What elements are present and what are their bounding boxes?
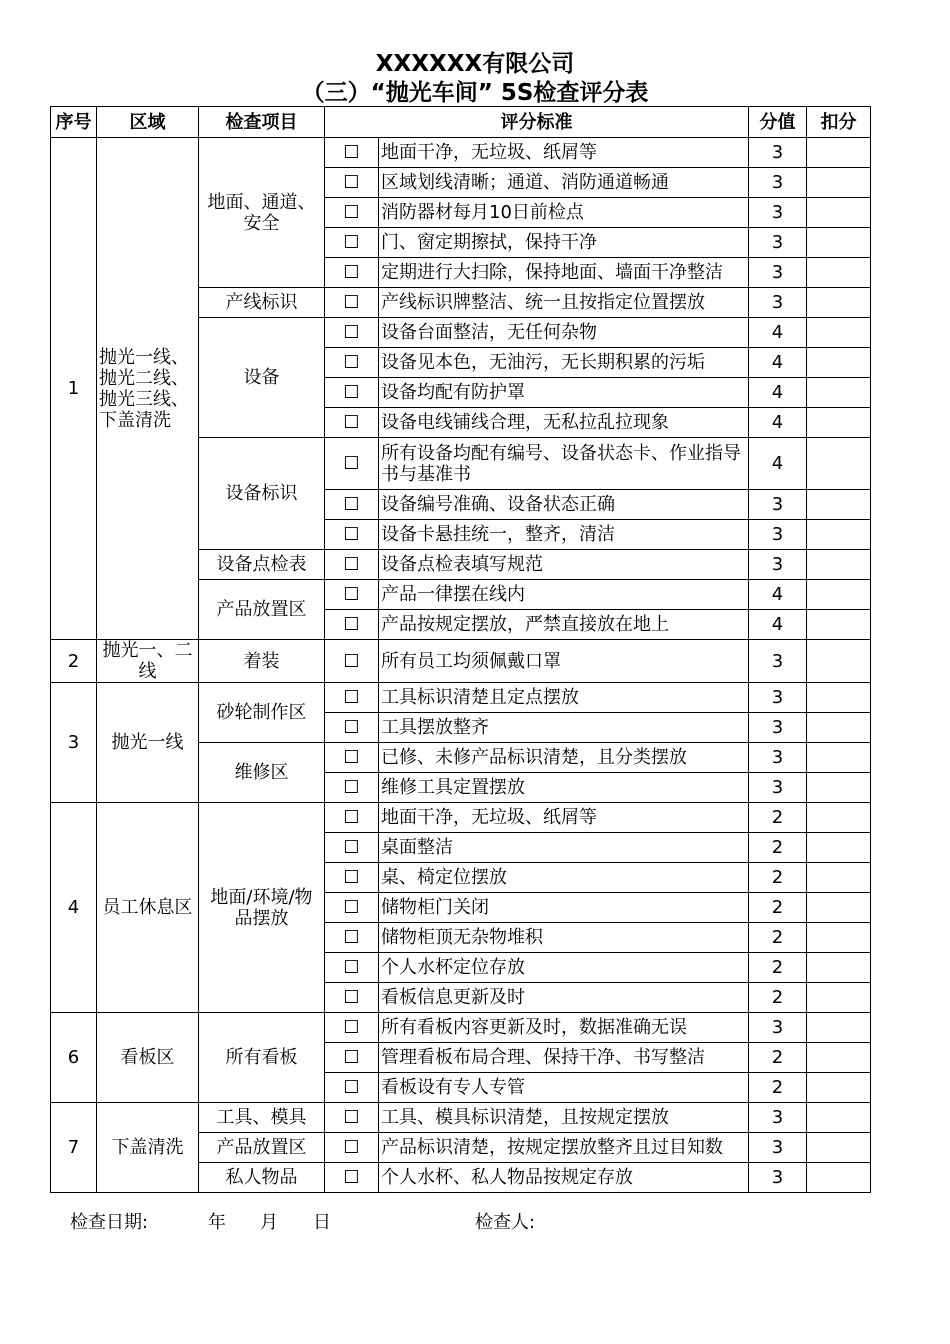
row-check-item: 所有看板 xyxy=(199,1013,325,1103)
row-deduct-input[interactable] xyxy=(807,580,871,610)
row-area: 抛光一、二线 xyxy=(97,640,199,683)
header-row xyxy=(51,107,871,138)
header-score: 分值 xyxy=(749,107,807,138)
row-standard: 储物柜顶无杂物堆积 xyxy=(379,923,749,953)
checkbox-icon[interactable]: ☐ xyxy=(325,833,379,863)
row-deduct-input[interactable] xyxy=(807,1133,871,1163)
row-deduct-input[interactable] xyxy=(807,258,871,288)
header-area: 区域 xyxy=(97,107,199,138)
row-standard: 消防器材每月10日前检点 xyxy=(379,198,749,228)
row-score: 2 xyxy=(749,893,807,923)
row-standard: 区域划线清晰；通道、消防通道畅通 xyxy=(379,168,749,198)
checkbox-icon[interactable]: ☐ xyxy=(325,773,379,803)
row-score: 3 xyxy=(749,1013,807,1043)
row-standard: 工具摆放整齐 xyxy=(379,713,749,743)
table-row xyxy=(51,1013,871,1043)
row-score: 4 xyxy=(749,580,807,610)
row-standard: 地面干净，无垃圾、纸屑等 xyxy=(379,138,749,168)
row-score: 3 xyxy=(749,168,807,198)
row-area: 看板区 xyxy=(97,1013,199,1103)
row-standard: 桌、椅定位摆放 xyxy=(379,863,749,893)
table-row xyxy=(51,683,871,713)
page-title: XXXXXX有限公司 xyxy=(375,51,575,77)
row-score: 2 xyxy=(749,953,807,983)
checkbox-icon[interactable]: ☐ xyxy=(325,378,379,408)
row-score: 3 xyxy=(749,1163,807,1193)
row-deduct-input[interactable] xyxy=(807,893,871,923)
row-deduct-input[interactable] xyxy=(807,713,871,743)
row-deduct-input[interactable] xyxy=(807,833,871,863)
row-check-item: 私人物品 xyxy=(199,1163,325,1193)
row-deduct-input[interactable] xyxy=(807,288,871,318)
row-standard: 设备见本色，无油污，无长期积累的污垢 xyxy=(379,348,749,378)
row-deduct-input[interactable] xyxy=(807,923,871,953)
row-score: 4 xyxy=(749,348,807,378)
row-deduct-input[interactable] xyxy=(807,1013,871,1043)
checkbox-icon[interactable]: ☐ xyxy=(325,228,379,258)
date-month: 月 xyxy=(260,1212,278,1233)
row-standard: 维修工具定置摆放 xyxy=(379,773,749,803)
row-deduct-input[interactable] xyxy=(807,983,871,1013)
row-standard: 工具标识清楚且定点摆放 xyxy=(379,683,749,713)
checkbox-icon[interactable]: ☐ xyxy=(325,408,379,438)
row-score: 2 xyxy=(749,923,807,953)
table-row xyxy=(51,1103,871,1133)
row-deduct-input[interactable] xyxy=(807,773,871,803)
checkbox-icon[interactable]: ☐ xyxy=(325,550,379,580)
inspector-label: 检查人: xyxy=(475,1212,536,1233)
checkbox-icon[interactable]: ☐ xyxy=(325,803,379,833)
row-deduct-input[interactable] xyxy=(807,610,871,640)
row-score: 4 xyxy=(749,438,807,490)
row-standard: 看板设有专人专管 xyxy=(379,1073,749,1103)
checkbox-icon[interactable]: ☐ xyxy=(325,640,379,683)
row-score: 2 xyxy=(749,833,807,863)
checkbox-icon[interactable]: ☐ xyxy=(325,1043,379,1073)
row-standard: 管理看板布局合理、保持干净、书写整洁 xyxy=(379,1043,749,1073)
row-area: 抛光一线、 抛光二线、 抛光三线、 下盖清洗 xyxy=(97,138,199,640)
row-check-item: 产品放置区 xyxy=(199,1133,325,1163)
table-row xyxy=(51,138,871,168)
row-score: 2 xyxy=(749,983,807,1013)
row-check-item: 地面/环境/物 品摆放 xyxy=(199,803,325,1013)
row-seq: 3 xyxy=(51,683,97,803)
row-deduct-input[interactable] xyxy=(807,490,871,520)
table-row xyxy=(51,640,871,683)
row-score: 3 xyxy=(749,743,807,773)
table-body xyxy=(51,138,871,1193)
row-standard: 设备编号准确、设备状态正确 xyxy=(379,490,749,520)
row-deduct-input[interactable] xyxy=(807,863,871,893)
row-deduct-input[interactable] xyxy=(807,1163,871,1193)
row-check-item: 产线标识 xyxy=(199,288,325,318)
checkbox-icon[interactable]: ☐ xyxy=(325,288,379,318)
row-standard: 地面干净，无垃圾、纸屑等 xyxy=(379,803,749,833)
row-check-item: 设备 xyxy=(199,318,325,438)
row-score: 3 xyxy=(749,683,807,713)
checkbox-icon[interactable]: ☐ xyxy=(325,893,379,923)
row-standard: 定期进行大扫除，保持地面、墙面干净整洁 xyxy=(379,258,749,288)
row-standard: 设备卡悬挂统一，整齐，清洁 xyxy=(379,520,749,550)
row-area: 员工休息区 xyxy=(97,803,199,1013)
row-seq: 1 xyxy=(51,138,97,640)
checkbox-icon[interactable]: ☐ xyxy=(325,983,379,1013)
row-score: 3 xyxy=(749,550,807,580)
row-standard: 工具、模具标识清楚，且按规定摆放 xyxy=(379,1103,749,1133)
row-score: 3 xyxy=(749,198,807,228)
row-score: 2 xyxy=(749,1073,807,1103)
row-deduct-input[interactable] xyxy=(807,520,871,550)
header-item: 检查项目 xyxy=(199,107,325,138)
score-table xyxy=(50,106,871,1193)
row-seq: 4 xyxy=(51,803,97,1013)
checkbox-icon[interactable]: ☐ xyxy=(325,1163,379,1193)
row-score: 3 xyxy=(749,1103,807,1133)
checkbox-icon[interactable]: ☐ xyxy=(325,713,379,743)
row-area: 抛光一线 xyxy=(97,683,199,803)
row-standard: 个人水杯定位存放 xyxy=(379,953,749,983)
row-deduct-input[interactable] xyxy=(807,318,871,348)
row-standard: 储物柜门关闭 xyxy=(379,893,749,923)
row-standard: 个人水杯、私人物品按规定存放 xyxy=(379,1163,749,1193)
checkbox-icon[interactable]: ☐ xyxy=(325,863,379,893)
row-deduct-input[interactable] xyxy=(807,953,871,983)
row-deduct-input[interactable] xyxy=(807,138,871,168)
checkbox-icon[interactable]: ☐ xyxy=(325,1103,379,1133)
checkbox-icon[interactable]: ☐ xyxy=(325,348,379,378)
row-check-item: 地面、通道、 安全 xyxy=(199,138,325,288)
row-standard: 设备台面整洁，无任何杂物 xyxy=(379,318,749,348)
row-deduct-input[interactable] xyxy=(807,803,871,833)
checkbox-icon[interactable]: ☐ xyxy=(325,1073,379,1103)
row-area: 下盖清洗 xyxy=(97,1103,199,1193)
row-deduct-input[interactable] xyxy=(807,348,871,378)
row-score: 4 xyxy=(749,318,807,348)
row-standard: 产品标识清楚，按规定摆放整齐且过目知数 xyxy=(379,1133,749,1163)
row-seq: 7 xyxy=(51,1103,97,1193)
row-deduct-input[interactable] xyxy=(807,1043,871,1073)
header-standard: 评分标准 xyxy=(325,107,749,138)
row-score: 4 xyxy=(749,610,807,640)
checkbox-icon[interactable]: ☐ xyxy=(325,683,379,713)
row-deduct-input[interactable] xyxy=(807,438,871,490)
row-score: 3 xyxy=(749,228,807,258)
row-deduct-input[interactable] xyxy=(807,743,871,773)
row-score: 2 xyxy=(749,803,807,833)
date-label: 检查日期: xyxy=(70,1212,149,1233)
date-year: 年 xyxy=(208,1212,226,1233)
row-score: 4 xyxy=(749,378,807,408)
row-standard: 产品一律摆在线内 xyxy=(379,580,749,610)
checkbox-icon[interactable]: ☐ xyxy=(325,138,379,168)
checkbox-icon[interactable]: ☐ xyxy=(325,490,379,520)
row-check-item: 着装 xyxy=(199,640,325,683)
row-deduct-input[interactable] xyxy=(807,228,871,258)
row-standard: 所有员工均须佩戴口罩 xyxy=(379,640,749,683)
row-score: 2 xyxy=(749,1043,807,1073)
row-standard: 看板信息更新及时 xyxy=(379,983,749,1013)
row-score: 2 xyxy=(749,863,807,893)
checkbox-icon[interactable]: ☐ xyxy=(325,743,379,773)
row-standard: 所有设备均配有编号、设备状态卡、作业指导书与基准书 xyxy=(379,438,749,490)
row-standard: 设备点检表填写规范 xyxy=(379,550,749,580)
row-check-item: 产品放置区 xyxy=(199,580,325,640)
row-score: 4 xyxy=(749,408,807,438)
row-deduct-input[interactable] xyxy=(807,1103,871,1133)
row-deduct-input[interactable] xyxy=(807,1073,871,1103)
row-score: 3 xyxy=(749,713,807,743)
row-deduct-input[interactable] xyxy=(807,550,871,580)
row-score: 3 xyxy=(749,1133,807,1163)
row-check-item: 工具、模具 xyxy=(199,1103,325,1133)
checkbox-icon[interactable]: ☐ xyxy=(325,318,379,348)
row-seq: 6 xyxy=(51,1013,97,1103)
row-standard: 所有看板内容更新及时，数据准确无误 xyxy=(379,1013,749,1043)
row-deduct-input[interactable] xyxy=(807,198,871,228)
row-score: 3 xyxy=(749,138,807,168)
row-deduct-input[interactable] xyxy=(807,168,871,198)
row-standard: 产品按规定摆放，严禁直接放在地上 xyxy=(379,610,749,640)
header-deduct: 扣分 xyxy=(807,107,871,138)
checkbox-icon[interactable]: ☐ xyxy=(325,520,379,550)
row-score: 3 xyxy=(749,640,807,683)
header-seq: 序号 xyxy=(51,107,97,138)
row-deduct-input[interactable] xyxy=(807,640,871,683)
row-score: 3 xyxy=(749,258,807,288)
date-day: 日 xyxy=(313,1212,331,1233)
row-standard: 已修、未修产品标识清楚，且分类摆放 xyxy=(379,743,749,773)
checkbox-icon[interactable]: ☐ xyxy=(325,198,379,228)
checkbox-icon[interactable]: ☐ xyxy=(325,438,379,490)
row-score: 3 xyxy=(749,490,807,520)
row-deduct-input[interactable] xyxy=(807,408,871,438)
row-seq: 2 xyxy=(51,640,97,683)
checkbox-icon[interactable]: ☐ xyxy=(325,953,379,983)
row-deduct-input[interactable] xyxy=(807,683,871,713)
checkbox-icon[interactable]: ☐ xyxy=(325,258,379,288)
checkbox-icon[interactable]: ☐ xyxy=(325,923,379,953)
row-standard: 设备均配有防护罩 xyxy=(379,378,749,408)
row-standard: 产线标识牌整洁、统一且按指定位置摆放 xyxy=(379,288,749,318)
row-check-item: 砂轮制作区 xyxy=(199,683,325,743)
checkbox-icon[interactable]: ☐ xyxy=(325,580,379,610)
row-standard: 桌面整洁 xyxy=(379,833,749,863)
checkbox-icon[interactable]: ☐ xyxy=(325,610,379,640)
table-row xyxy=(51,803,871,833)
row-check-item: 设备标识 xyxy=(199,438,325,550)
row-standard: 设备电线铺线合理，无私拉乱拉现象 xyxy=(379,408,749,438)
row-check-item: 维修区 xyxy=(199,743,325,803)
row-score: 3 xyxy=(749,520,807,550)
row-standard: 门、窗定期擦拭，保持干净 xyxy=(379,228,749,258)
checkbox-icon[interactable]: ☐ xyxy=(325,1133,379,1163)
checkbox-icon[interactable]: ☐ xyxy=(325,1013,379,1043)
sheet-subtitle: （三）“抛光车间” 5S检查评分表 xyxy=(301,80,649,106)
row-check-item: 设备点检表 xyxy=(199,550,325,580)
checkbox-icon[interactable]: ☐ xyxy=(325,168,379,198)
row-deduct-input[interactable] xyxy=(807,378,871,408)
row-score: 3 xyxy=(749,773,807,803)
row-score: 3 xyxy=(749,288,807,318)
